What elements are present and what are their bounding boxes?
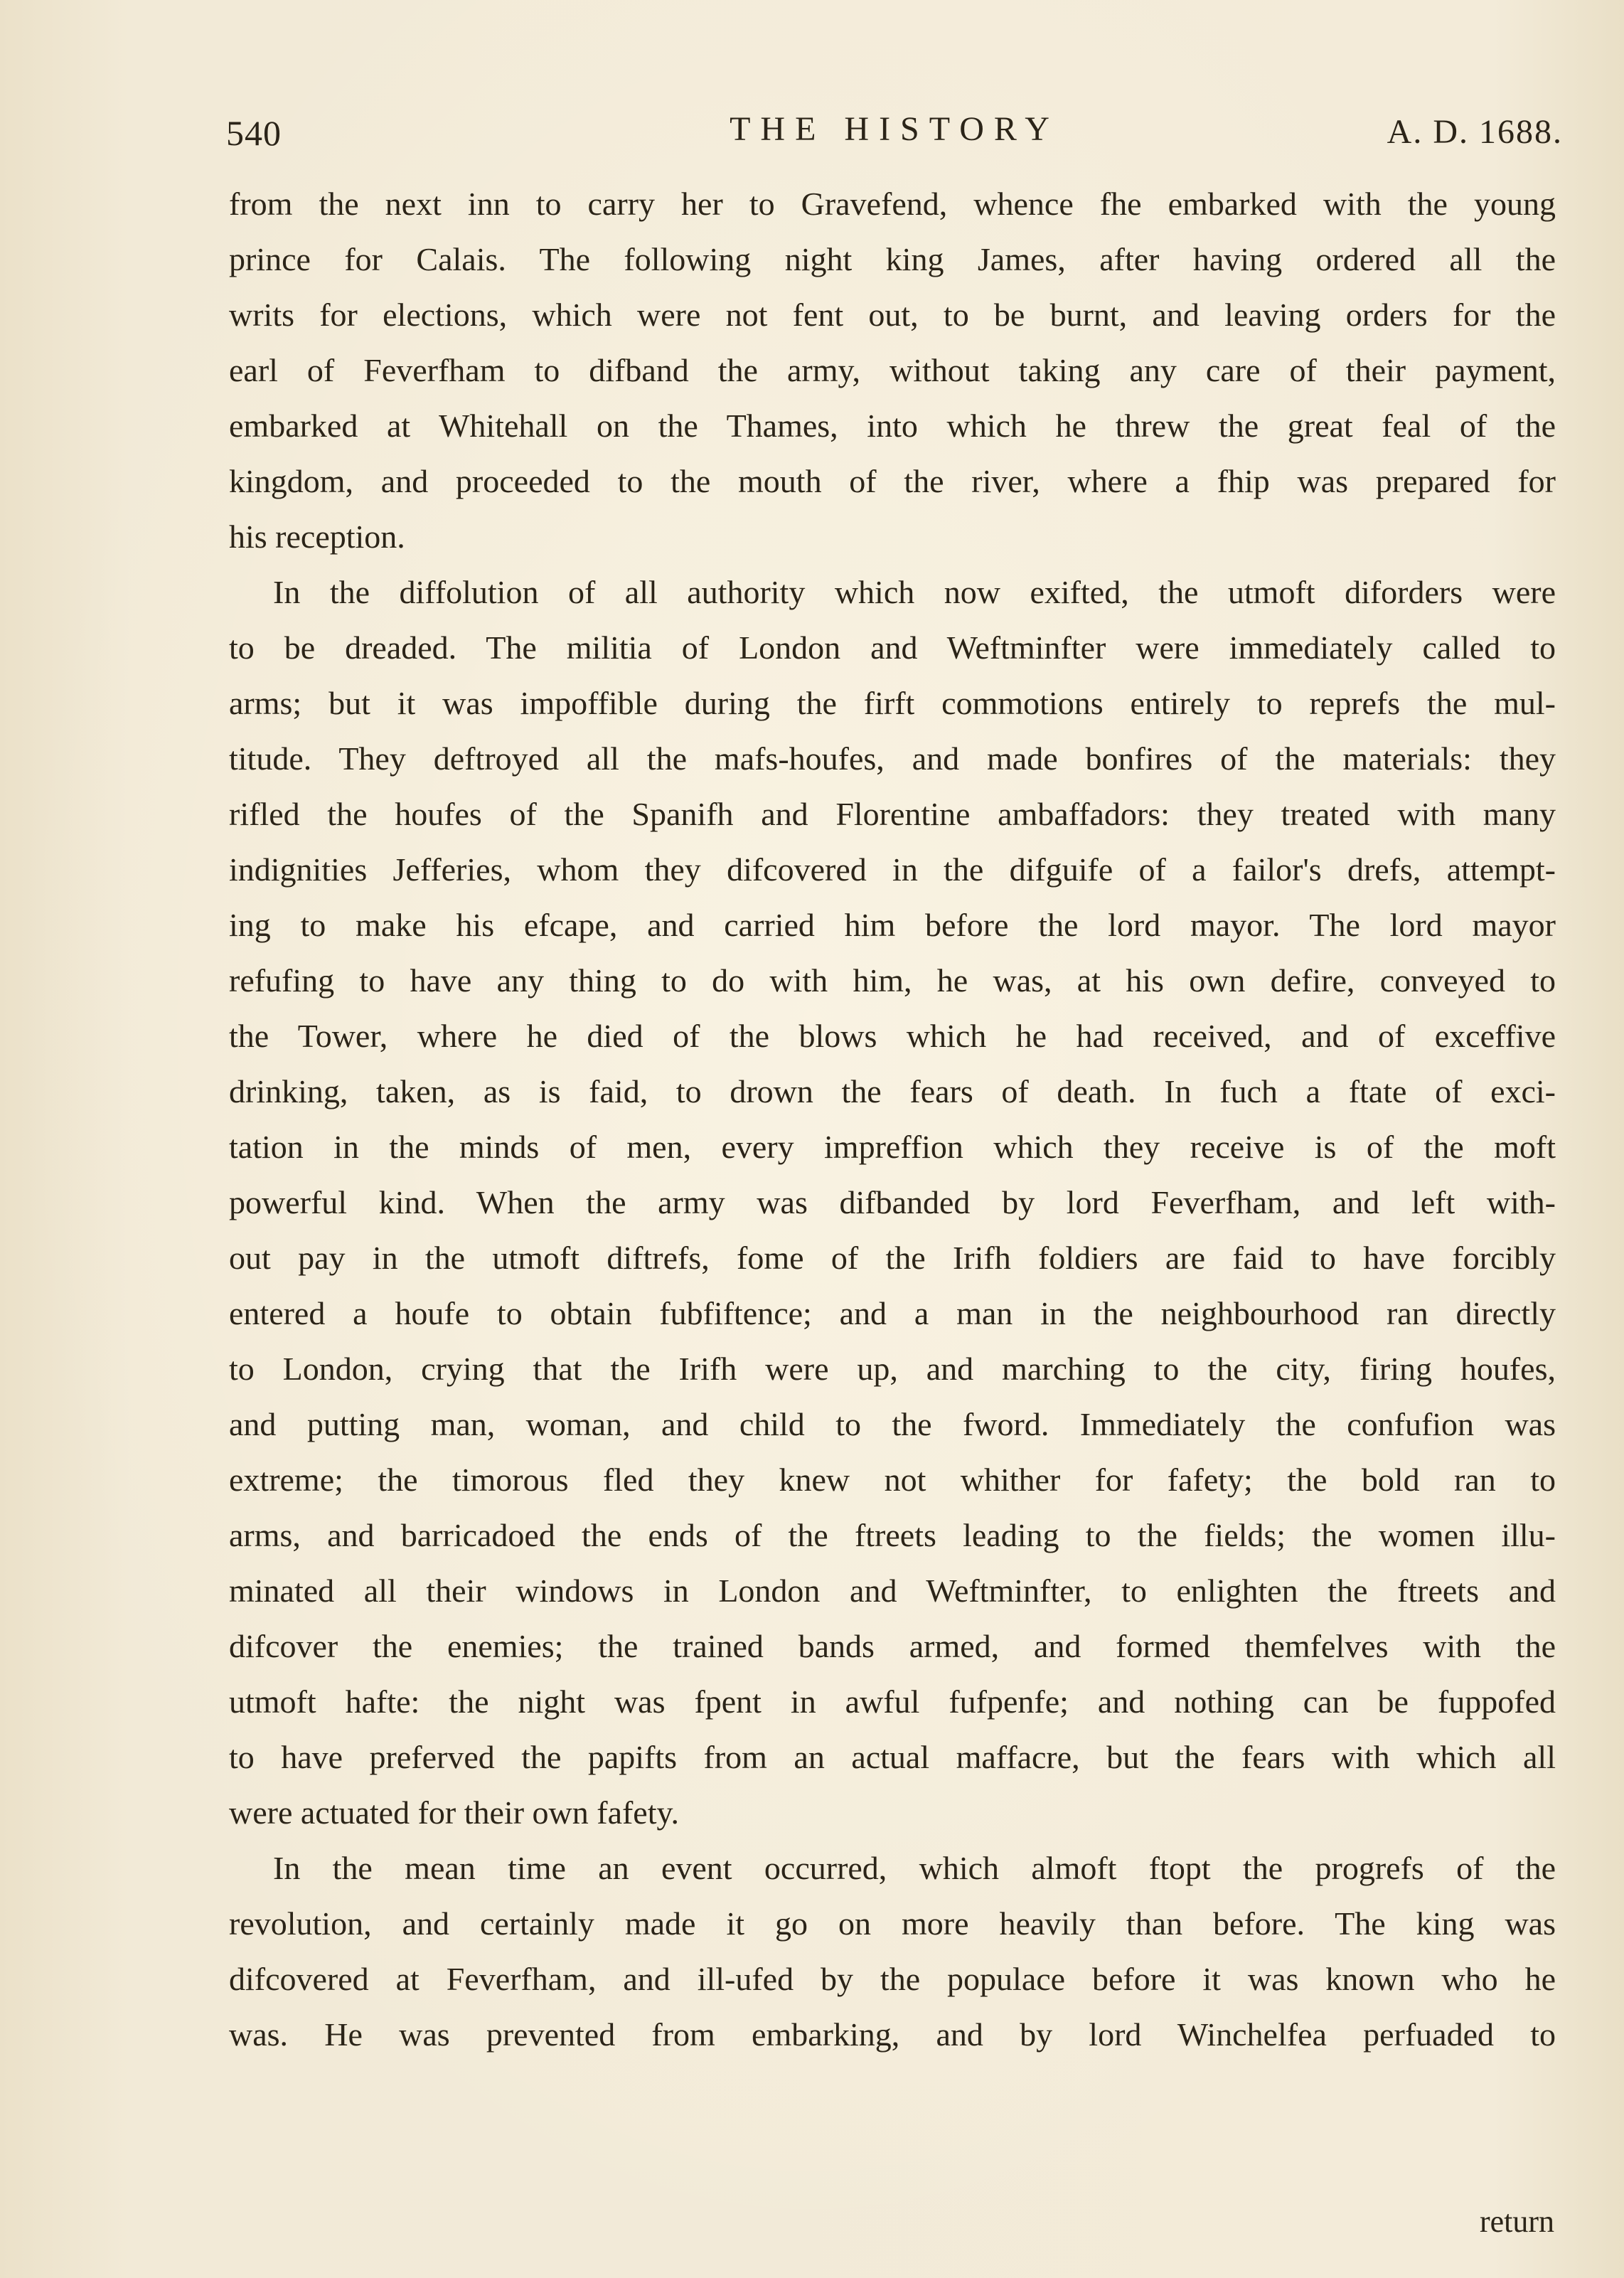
running-head [226, 107, 1563, 156]
text-line: arms, and barricadoed the ends of the ftreets leading to the fields; the women illu- [229, 1517, 1556, 1553]
text-line: difcover the enemies; the trained bands armed, and formed themfelves with the [229, 1628, 1556, 1664]
text-line: were actuated for their own fafety. [229, 1794, 680, 1831]
text-line: arms; but it was impoffible during the firft commotions entirely to reprefs the mul- [229, 685, 1556, 721]
running-date: A. D. 1688. [1387, 113, 1563, 151]
text-line: was. He was prevented from embarking, and by lord Winchelfea perfuaded to [229, 2016, 1556, 2053]
text-line: his reception. [229, 518, 405, 555]
paragraph-2 [229, 565, 1556, 1841]
text-line: titude. They deftroyed all the mafs-houfes, and made bonfires of the materials: they [229, 740, 1556, 777]
text-line: prince for Calais. The following night king James, after having ordered all the [229, 241, 1556, 277]
running-title: THE HISTORY [730, 110, 1059, 148]
text-line: to have preferved the papifts from an actual maffacre, but the fears with which all [229, 1739, 1556, 1775]
catchword: return [1479, 2204, 1554, 2239]
text-line: and putting man, woman, and child to the fword. Immediately the confufion was [229, 1406, 1556, 1442]
body-text [229, 176, 1556, 2063]
text-line: powerful kind. When the army was difbanded by lord Feverfham, and left with- [229, 1184, 1556, 1220]
text-line: writs for elections, which were not fent out, to be burnt, and leaving orders for the [229, 297, 1556, 333]
text-line: the Tower, where he died of the blows which he had received, and of exceffive [229, 1018, 1556, 1054]
text-line: indignities Jefferies, whom they difcovered in the difguife of a failor's drefs, attempt- [229, 851, 1556, 888]
text-line: earl of Feverfham to difband the army, without taking any care of their payment, [229, 352, 1556, 388]
text-line: difcovered at Feverfham, and ill-ufed by the populace before it was known who he [229, 1961, 1556, 1997]
text-line: rifled the houfes of the Spanifh and Florentine ambaffadors: they treated with many [229, 796, 1556, 832]
paragraph-1 [229, 176, 1556, 565]
text-line: ing to make his efcape, and carried him before the lord mayor. The lord mayor [229, 907, 1556, 943]
text-line: to be dreaded. The militia of London and Weftminfter were immediately called to [229, 629, 1556, 666]
text-line: embarked at Whitehall on the Thames, into which he threw the great feal of the [229, 408, 1556, 444]
text-line: extreme; the timorous fled they knew not whither for fafety; the bold ran to [229, 1462, 1556, 1498]
text-line: utmoft hafte: the night was fpent in awful fufpenfe; and nothing can be fuppofed [229, 1683, 1556, 1720]
text-line: drinking, taken, as is faid, to drown the fears of death. In fuch a ftate of exci- [229, 1073, 1556, 1109]
page-number: 540 [226, 113, 282, 153]
text-line: kingdom, and proceeded to the mouth of the river, where a fhip was prepared for [229, 463, 1556, 499]
text-line: from the next inn to carry her to Gravefend, whence fhe embarked with the young [229, 186, 1556, 222]
text-line: revolution, and certainly made it go on more heavily than before. The king was [229, 1905, 1556, 1942]
text-line: tation in the minds of men, every impreffion which they receive is of the moft [229, 1129, 1556, 1165]
text-line: refufing to have any thing to do with him, he was, at his own defire, conveyed to [229, 962, 1556, 999]
paragraph-3 [229, 1841, 1556, 2063]
text-line: minated all their windows in London and Weftminfter, to enlighten the ftreets and [229, 1572, 1556, 1609]
text-line: In the diffolution of all authority which now exifted, the utmoft diforders were [273, 574, 1556, 610]
text-line: entered a houfe to obtain fubfiftence; and a man in the neighbourhood ran directly [229, 1295, 1556, 1331]
text-line: In the mean time an event occurred, which almoft ftopt the progrefs of the [273, 1850, 1556, 1886]
text-line: to London, crying that the Irifh were up, and marching to the city, firing houfes, [229, 1351, 1556, 1387]
text-line: out pay in the utmoft diftrefs, fome of the Irifh foldiers are faid to have forcibly [229, 1240, 1556, 1276]
